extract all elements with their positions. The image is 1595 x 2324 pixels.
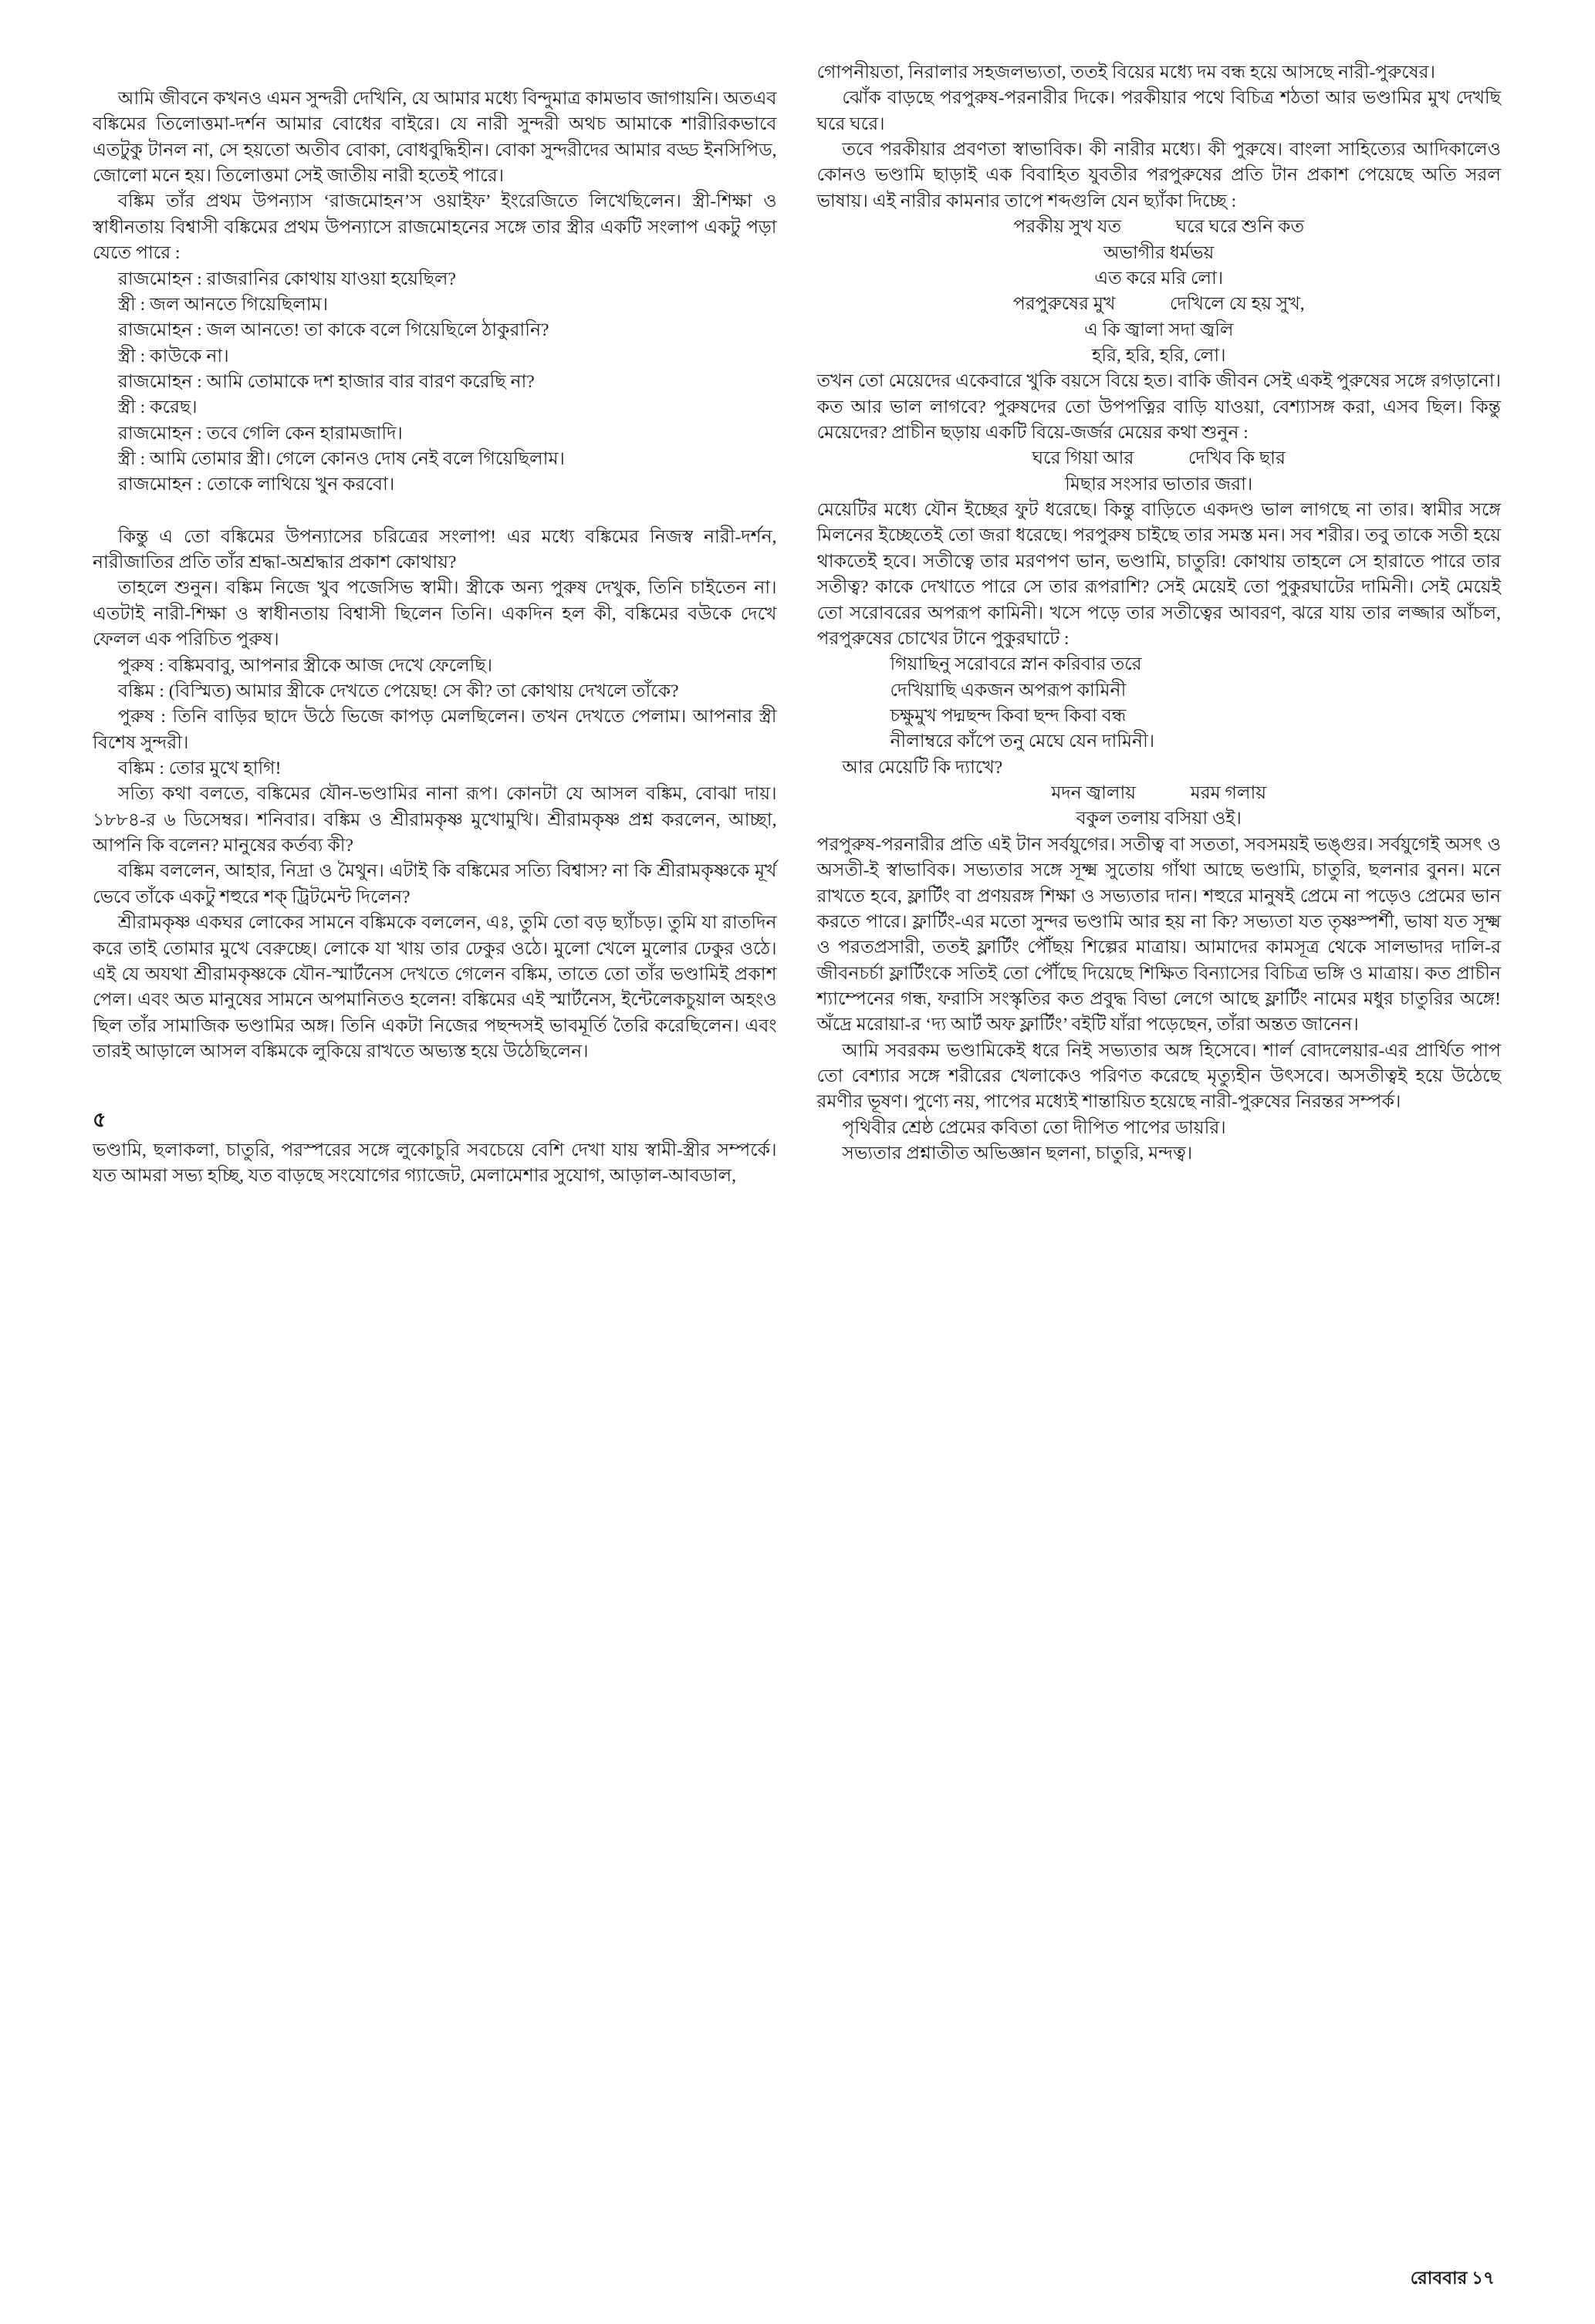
paragraph: ভণ্ডামি, ছলাকলা, চাতুরি, পরস্পরের সঙ্গে লুকোচুরি সবচেয়ে বেশি দেখা যায় স্বামী-স্ত্রীর সম্পর্কে। যত আমরা সভ্য হচ্ছি, যত বাড়ছে সংযোগের গ্যাজেট, মেলামেশার সুযোগ, আড়াল-আবডাল,	[93, 1140, 777, 1186]
verse-block	[817, 652, 1502, 755]
paragraph: পরপুরুষ-পরনারীর প্রতি এই টান সর্বযুগের। সতীত্ব বা সততা, সবসময়ই ভঙ্গুর। সর্বযুগেই অসৎ ও অসতী-ই স্বাভাবিক। সভ্যতার সঙ্গে সূক্ষ্ম সুতোয় গাঁথা আছে ভণ্ডামি, চাতুরি, ছলনার বুনন। মনে রাখতে হবে, ফ্লার্টিং বা প্রণয়রঙ্গ শিক্ষা ও সভ্যতার দান। শহুরে মানুষই প্রেমে না পড়েও প্রেমের ভান করতে পারে। ফ্লার্টিং-এর মতো সুন্দর ভণ্ডামি আর হয় না কি? সভ্যতা যত তৃষ্ণস্পর্শী, ভাষা যত সূক্ষ্ম ও পরতপ্রসারী, ততই ফ্লার্টিং পৌঁছয় শিল্পের মাত্রায়। আমাদের কামসূত্র থেকে সালভাদর দালি-র জীবনচর্চা ফ্লার্টিংকে সতিই তো পৌঁছে দিয়েছে শিক্ষিত বিন্যাসের বিচিত্র ভঙ্গি ও মাত্রায়। কত প্রাচীন শ্যাম্পেনের গন্ধ, ফরাসি সংস্কৃতির কত প্রবুদ্ধ বিভা লেগে আছে ফ্লার্টিং নামের মধুর চাতুরির অঙ্গে! অঁদ্রে মরোয়া-র ‘দ্য আর্ট অফ ফ্লার্টিং’ বইটি যাঁরা পড়েছেন, তাঁরা অন্তত জানেন।	[816, 834, 1501, 1035]
dialog-line: রাজমোহন : তোকে লাথিয়ে খুন করবো।	[117, 475, 395, 495]
left-column	[93, 60, 777, 1189]
dialog-line: পুরুষ : তিনি বাড়ির ছাদে উঠে ভিজে কাপড় মেলছিলেন। তখন দেখতে পেলাম। আপনার স্ত্রী বিশেষ সুন্দরী।	[93, 707, 777, 753]
paragraph: বঙ্কিম বললেন, আহার, নিদ্রা ও মৈথুন। এটাই কি বঙ্কিমের সত্যি বিশ্বাস? না কি শ্রীরামকৃষ্ণকে মূর্খ ভেবে তাঁকে একটু শহুরে শক্ ট্রিটমেন্ট দিলেন?	[93, 861, 777, 907]
verse-line: এত করে মরি লো।	[1094, 268, 1224, 289]
verse-line: হরি, হরি, হরি, লো।	[1092, 345, 1226, 366]
verse-block	[817, 781, 1502, 833]
dialog-line: রাজমোহন : জল আনতে! তা কাকে বলে গিয়েছিলে ঠাকুরানি?	[117, 320, 549, 341]
paragraph: সত্যি কথা বলতে, বঙ্কিমের যৌন-ভণ্ডামির নানা রূপ। কোনটা যে আসল বঙ্কিম, বোঝা দায়। ১৮৮৪-র ৬ ডিসেম্বর। শনিবার। বঙ্কিম ও শ্রীরামকৃষ্ণ মুখোমুখি। শ্রীরামকৃষ্ণ প্রশ্ন করলেন, আচ্ছা, আপনি কি বলেন? মানুষের কর্তব্য কী?	[93, 784, 777, 856]
dialog-line: স্ত্রী : কাউকে না।	[117, 346, 229, 367]
paragraph: আমি জীবনে কখনও এমন সুন্দরী দেখিনি, যে আমার মধ্যে বিন্দুমাত্র কামভাব জাগায়নি। অতএব বঙ্কিমের তিলোত্তমা-দর্শন আমার বোধের বাইরে। যে নারী সুন্দরী অথচ আমাকে শারীরিকভাবে এতটুকু টানল না, সে হয়তো অতীব বোকা, বোধবুদ্ধিহীন। বোকা সুন্দরীদের আমার বড্ড ইনসিপিড, জোলো মনে হয়। তিলোত্তমা সেই জাতীয় নারী হতেই পারে।	[93, 89, 777, 187]
paragraph: পৃথিবীর শ্রেষ্ঠ প্রেমের কবিতা তো দীপিত পাপের ডায়রি।	[842, 1117, 1226, 1138]
paragraph: শ্রীরামকৃষ্ণ একঘর লোকের সামনে বঙ্কিমকে বললেন, এঃ, তুমি তো বড় ছ্যাঁচড়। তুমি যা রাতদিন করে তাই তোমার মুখে বেরুচ্ছে। লোকে যা খায় তার ঢেকুর ওঠে। মুলো খেলে মুলোর ঢেকুর ওঠে। এই যে অযথা শ্রীরামকৃষ্ণকে যৌন-স্মার্টনেস দেখতে গেলেন বঙ্কিম, তাতে তো তাঁর ভণ্ডামিই প্রকাশ পেল। এবং অত মানুষের সামনে অপমানিতও হলেন! বঙ্কিমের এই স্মার্টনেস, ইন্টেলেকচুয়াল অহংও ছিল তাঁর সামাজিক ভণ্ডামির অঙ্গ। তিনি একটা নিজের পছন্দসই ভাবমূর্তি তৈরি করেছিলেন। এবং তারই আড়ালে আসল বঙ্কিমকে লুকিয়ে রাখতে অভ্যস্ত হয়ে উঠেছিলেন।	[93, 913, 777, 1062]
dialog-line: স্ত্রী : করেছ।	[117, 397, 198, 418]
dialog-line: রাজমোহন : রাজরানির কোথায় যাওয়া হয়েছিল?	[117, 269, 456, 289]
dialog-line: স্ত্রী : জল আনতে গিয়েছিলাম।	[117, 294, 329, 315]
dialog-line: বঙ্কিম : (বিস্মিত) আমার স্ত্রীকে দেখতে পেয়েছ! সে কী? তা কোথায় দেখলে তাঁকে?	[117, 681, 679, 701]
verse-line: ঘরে গিয়া আর দেখিব কি ছার	[1032, 448, 1286, 469]
verse-block	[817, 446, 1502, 498]
dialog-line: পুরুষ : বঙ্কিমবাবু, আপনার স্ত্রীকে আজ দেখে ফেলেছি।	[117, 655, 493, 676]
paragraph: তখন তো মেয়েদের একেবারে খুকি বয়সে বিয়ে হত। বাকি জীবন সেই একই পুরুষের সঙ্গে রগড়ানো। কত আর ভাল লাগবে? পুরুষদের তো উপপত্নির বাড়ি যাওয়া, বেশ্যাসঙ্গ করা, এসব ছিল। কিন্তু মেয়েদের? প্রাচীন ছড়ায় একটি বিয়ে-জর্জর মেয়ের কথা শুনুন :	[816, 371, 1501, 444]
dialog-line: রাজমোহন : আমি তোমাকে দশ হাজার বার বারণ করেছি না?	[117, 371, 535, 392]
section-number: ৫	[93, 1108, 106, 1132]
verse-line: পরপুরুষের মুখ দেখিলে যে হয় সুখ,	[1012, 294, 1305, 315]
paragraph: কিন্তু এ তো বঙ্কিমের উপন্যাসের চরিত্রের সংলাপ! এর মধ্যে বঙ্কিমের নিজস্ব নারী-দর্শন, নারীজাতির প্রতি তাঁর শ্রদ্ধা-অশ্রদ্ধার প্রকাশ কোথায়?	[93, 526, 777, 573]
paragraph: আর মেয়েটি কি দ্যাখে?	[842, 757, 1003, 778]
dialog-line: স্ত্রী : আমি তোমার স্ত্রী। গেলে কোনও দোষ নেই বলে গিয়েছিলাম।	[117, 449, 565, 470]
dialog-line: রাজমোহন : তবে গেলি কেন হারামজাদি।	[117, 423, 403, 444]
verse-line: চক্ষুমুখ পদ্মছন্দ কিবা ছন্দ কিবা বন্ধ	[890, 705, 1127, 726]
paragraph: মেয়েটির মধ্যে যৌন ইচ্ছের ফুট ধরেছে। কিন্তু বাড়িতে একদণ্ড ভাল লাগছে না তার। স্বামীর সঙ্গে মিলনের ইচ্ছেতেই তো জরা ধরেছে। পরপুরুষ চাইছে তার সমস্ত মন। সব শরীর। তবু তাকে সতী হয়ে থাকতেই হবে। সতীত্বে তার মরণপণ ভান, ভণ্ডামি, চাতুরি! কোথায় তাহলে সে হারাতে পারে তার সতীত্ব? কাকে দেখাতে পারে সে তার রূপরাশি? সেই মেয়েই তো পুকুরঘাটের দামিনী। সেই মেয়েই তো সরোবরের অপরূপ কামিনী। খসে পড়ে তার সতীত্বের আবরণ, ঝরে যায় তার লজ্জার আঁচল, পরপুরুষের চোখের টানে পুকুরঘাটে :	[816, 500, 1501, 649]
verse-line: গিয়াছিনু সরোবরে স্নান করিবার তরে	[890, 654, 1142, 675]
paragraph: ঝোঁক বাড়ছে পরপুরুষ-পরনারীর দিকে। পরকীয়ার পথে বিচিত্র শঠতা আর ভণ্ডামির মুখ দেখছি ঘরে ঘরে।	[816, 88, 1501, 134]
verse-line: অভাগীর ধর্মভয়	[1103, 242, 1215, 263]
paragraph: আমি সবরকম ভণ্ডামিকেই ধরে নিই সভ্যতার অঙ্গ হিসেবে। শার্ল বোদলেয়ার-এর প্রার্থিত পাপ তো বেশ্যার সঙ্গে শরীরের খেলাকেও পরিণত করেছে মৃত্যুহীন উৎসবে। অসতীত্বই হয়ে উঠেছে রমণীর ভূষণ। পুণ্যে নয়, পাপের মধ্যেই শান্তায়িত হয়েছে নারী-পুরুষের নিরন্তর সম্পর্ক।	[816, 1040, 1501, 1113]
page-footer-label: রোববার ১৭	[1410, 2268, 1495, 2289]
verse-line: পরকীয় সুখ যত ঘরে ঘরে শুনি কত	[1013, 217, 1305, 238]
paragraph: সভ্যতার প্রশ্নাতীত অভিজ্ঞান ছলনা, চাতুরি, মন্দত্ব।	[842, 1143, 1193, 1164]
paragraph: তবে পরকীয়ার প্রবণতা স্বাভাবিক। কী নারীর মধ্যে। কী পুরুষে। বাংলা সাহিত্যের আদিকালেও কোনও ভণ্ডামি ছাড়াই এক বিবাহিত যুবতীর পরপুরুষের প্রতি টান প্রকাশ পেয়েছে অতি সরল ভাষায়। এই নারীর কামনার তাপে শব্দগুলি যেন ছ্যাঁকা দিচ্ছে :	[816, 140, 1501, 211]
page-footer	[1411, 2266, 1495, 2292]
verse-line: নীলাম্বরে কাঁপে তনু মেঘে যেন দামিনী।	[890, 731, 1155, 752]
verse-line: দেখিয়াছি একজন অপরূপ কামিনী	[890, 680, 1127, 701]
verse-line: মদন জ্বালায় মরম গলায়	[1051, 783, 1267, 804]
right-column	[817, 60, 1502, 1189]
paragraph: গোপনীয়তা, নিরালার সহজলভ্যতা, ততই বিয়ের মধ্যে দম বন্ধ হয়ে আসছে নারী-পুরুষের।	[816, 62, 1436, 83]
paragraph: তাহলে শুনুন। বঙ্কিম নিজে খুব পজেসিভ স্বামী। স্ত্রীকে অন্য পুরুষ দেখুক, তিনি চাইতেন না। এতটাই নারী-শিক্ষা ও স্বাধীনতায় বিশ্বাসী ছিলেন তিনি। একদিন হল কী, বঙ্কিমের বউকে দেখে ফেলল এক পরিচিত পুরুষ।	[93, 578, 777, 650]
paragraph: বঙ্কিম তাঁর প্রথম উপন্যাস ‘রাজমোহন’স ওয়াইফ’ ইংরেজিতে লিখেছিলেন। স্ত্রী-শিক্ষা ও স্বাধীনতায় বিশ্বাসী বঙ্কিমের প্রথম উপন্যাসে রাজমোহনের সঙ্গে তার স্ত্রীর একটি সংলাপ একটু পড়া যেতে পারে :	[93, 191, 777, 264]
verse-line: মিছার সংসার ভাতার জরা।	[1065, 474, 1253, 495]
verse-line: বকুল তলায় বসিয়া ওই।	[1076, 809, 1242, 829]
verse-line: এ কি জ্বালা সদা জ্বলি	[1083, 319, 1234, 340]
verse-block	[817, 214, 1502, 369]
dialog-line: বঙ্কিম : তোর মুখে হাগি!	[117, 758, 282, 779]
